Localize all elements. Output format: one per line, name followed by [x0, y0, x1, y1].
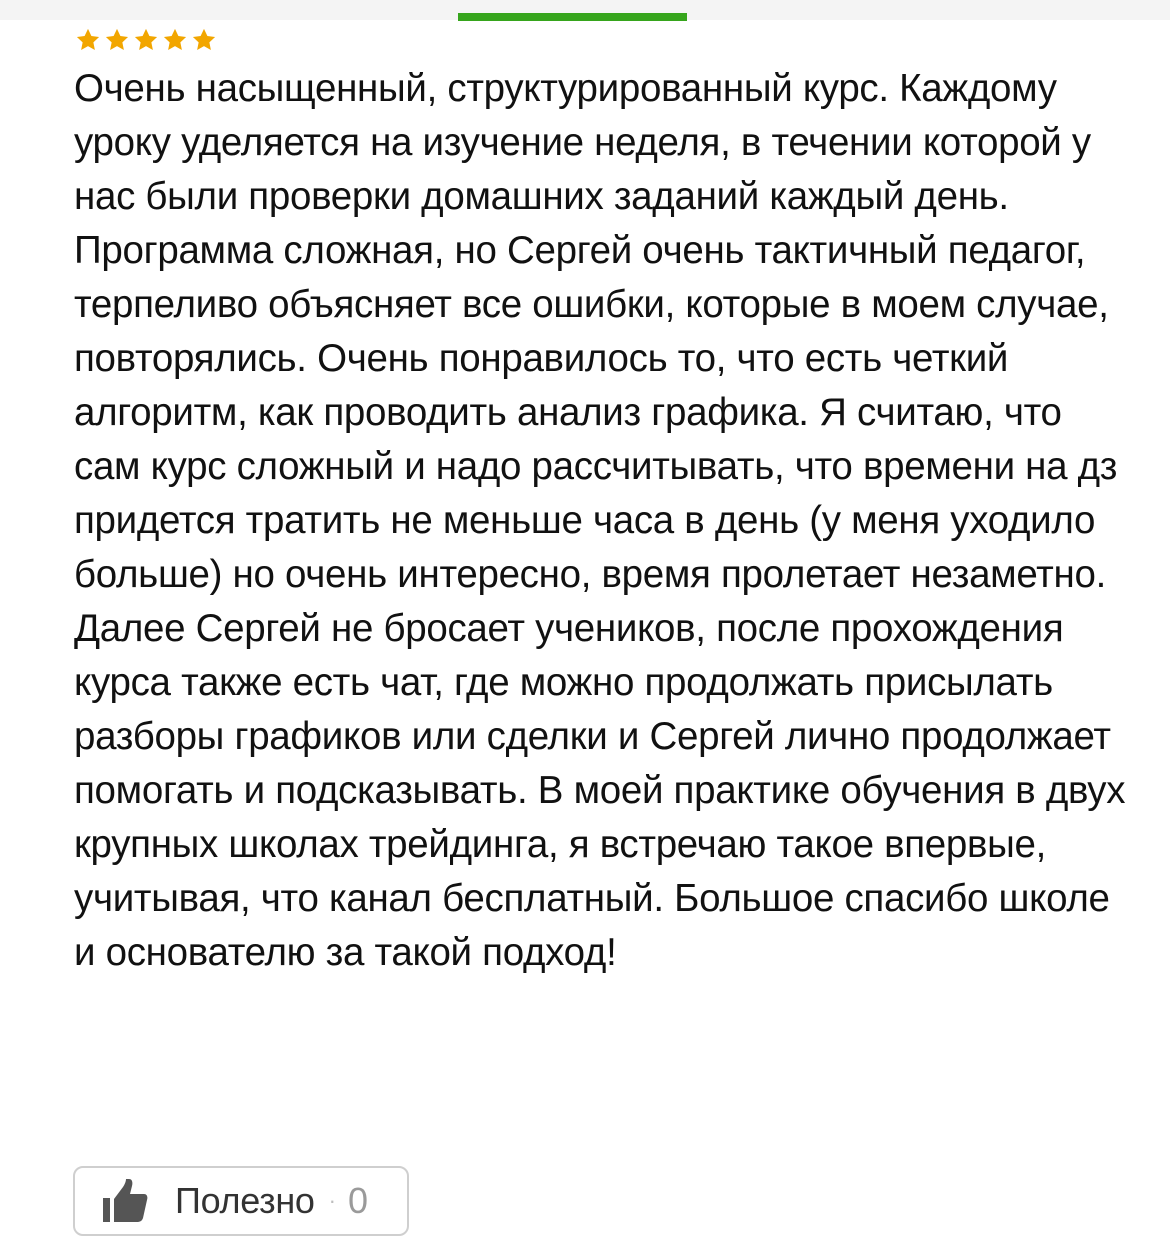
helpful-count: 0 [347, 1180, 369, 1221]
review-card [74, 26, 1134, 980]
star-icon [74, 26, 102, 54]
star-icon [190, 26, 218, 54]
review-text: Очень насыщенный, структурированный курс. Каждому уроку уделяется на изучение неделя, в течении которой у нас были проверки домашних заданий каждый день. Программа сложная, но Сергей очень тактичный педагог, терпеливо объясняет все ошибки, которые в моем случае, повторялись. Очень понравилось то, что есть четкий алгоритм, как проводить анализ графика. Я считаю, что сам курс сложный и надо рассчитывать, что времени на дз придется тратить не меньше часа в день (у меня уходило больше) но очень интересно, время пролетает незаметно. Далее Сергей не бросает учеников, после прохождения курса также есть чат, где можно продолжать присылать разборы графиков или сделки и Сергей лично продолжает помогать и подсказывать. В моей практике обучения в двух крупных школах трейдинга, я встречаю такое впервые, учитывая, что канал бесплатный. Большое спасибо школе и основателю за такой подход! [74, 67, 1126, 974]
helpful-button[interactable] [73, 1166, 409, 1236]
thumbs-up-icon [101, 1178, 149, 1224]
active-tab-indicator [458, 13, 687, 21]
star-icon [161, 26, 189, 54]
separator-dot: · [328, 1188, 336, 1213]
star-icon [103, 26, 131, 54]
rating-stars [74, 26, 1134, 54]
star-icon [132, 26, 160, 54]
helpful-label: Полезно [175, 1180, 315, 1221]
